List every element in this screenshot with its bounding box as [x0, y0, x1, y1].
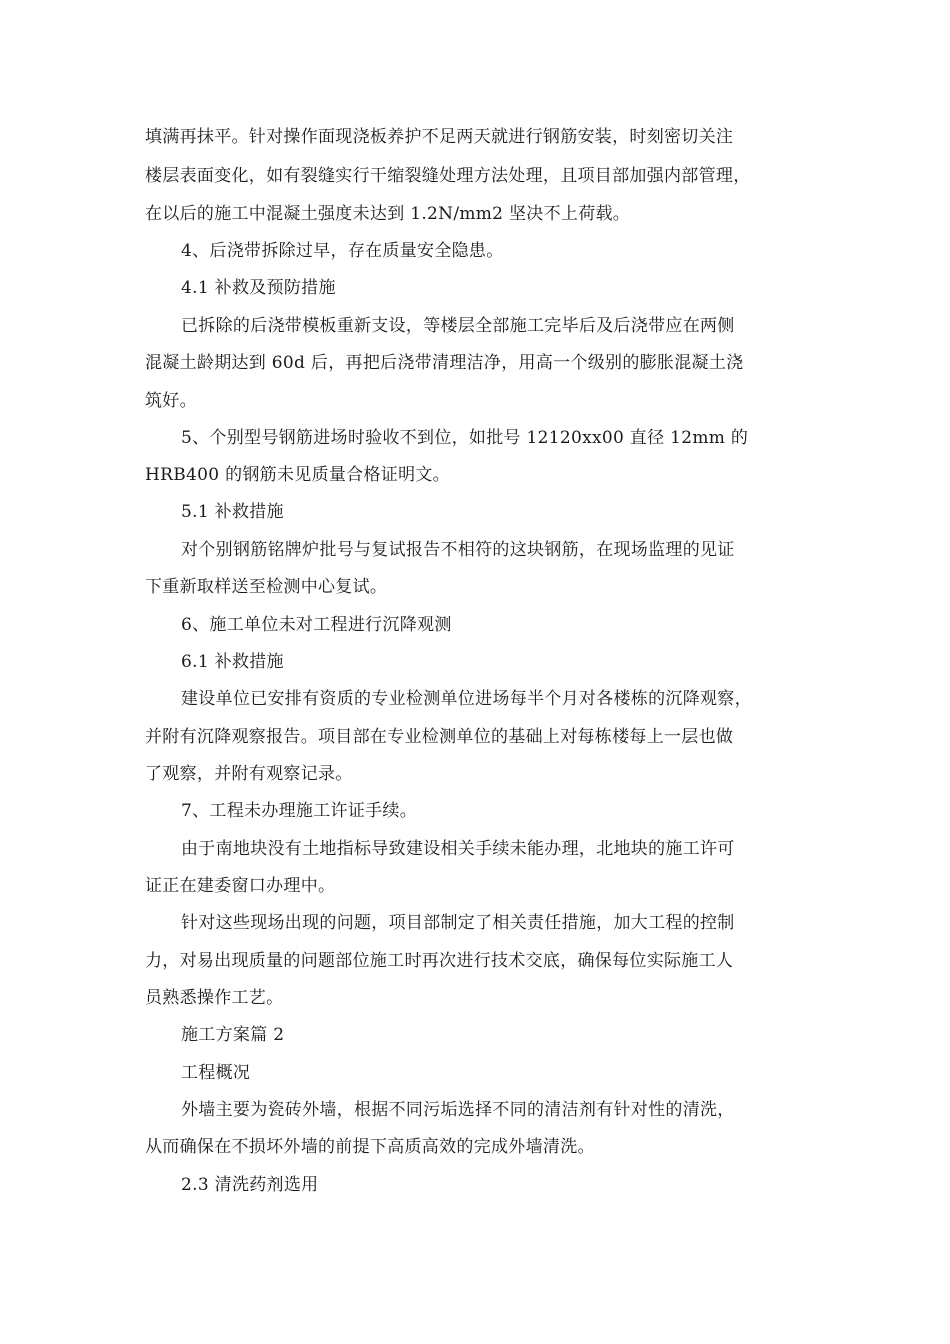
text-line: 楼层表面变化，如有裂缝实行干缩裂缝处理方法处理，且项目部加强内部管理，: [145, 166, 751, 186]
subheading-5-1: 5.1 补救措施: [181, 502, 284, 522]
subheading-2-3: 2.3 清洗药剂选用: [181, 1175, 319, 1195]
text-line: 已拆除的后浇带模板重新支设，等楼层全部施工完毕后及后浇带应在两侧: [181, 316, 735, 336]
text-line: 在以后的施工中混凝土强度未达到 1.2N/mm2 坚决不上荷载。: [145, 204, 631, 224]
text-line: 外墙主要为瓷砖外墙，根据不同污垢选择不同的清洁剂有针对性的清洗，: [181, 1100, 735, 1120]
text-line: 员熟悉操作工艺。: [145, 988, 284, 1008]
text-line: 对个别钢筋铭牌炉批号与复试报告不相符的这块钢筋，在现场监理的见证: [181, 540, 735, 560]
text-line: 填满再抹平。针对操作面现浇板养护不足两天就进行钢筋安装，时刻密切关注: [145, 127, 734, 147]
subsection-title: 工程概况: [181, 1063, 251, 1083]
heading-item-5: 5、个别型号钢筋进场时验收不到位，如批号 12120xx00 直径 12mm 的: [181, 428, 749, 448]
section-title: 施工方案篇 2: [181, 1025, 285, 1045]
text-line: HRB400 的钢筋未见质量合格证明文。: [145, 465, 450, 485]
heading-item-7: 7、工程未办理施工许证手续。: [181, 801, 418, 821]
subheading-4-1: 4.1 补救及预防措施: [181, 278, 336, 298]
heading-item-4: 4、后浇带拆除过早，存在质量安全隐患。: [181, 241, 504, 261]
text-line: 证正在建委窗口办理中。: [145, 876, 336, 896]
heading-item-6: 6、施工单位未对工程进行沉降观测: [181, 615, 452, 635]
text-line: 建设单位已安排有资质的专业检测单位进场每半个月对各楼栋的沉降观察，: [181, 689, 752, 709]
text-line: 下重新取样送至检测中心复试。: [145, 577, 388, 597]
text-line: 筑好。: [145, 391, 197, 411]
text-line: 针对这些现场出现的问题，项目部制定了相关责任措施，加大工程的控制: [181, 913, 735, 933]
text-line: 并附有沉降观察报告。项目部在专业检测单位的基础上对每栋楼每上一层也做: [145, 727, 734, 747]
subheading-6-1: 6.1 补救措施: [181, 652, 284, 672]
text-line: 力，对易出现质量的问题部位施工时再次进行技术交底，确保每位实际施工人: [145, 951, 734, 971]
text-line: 了观察，并附有观察记录。: [145, 764, 353, 784]
text-line: 从而确保在不损坏外墙的前提下高质高效的完成外墙清洗。: [145, 1137, 595, 1157]
text-line: 混凝土龄期达到 60d 后，再把后浇带清理洁净，用高一个级别的膨胀混凝土浇: [145, 353, 744, 373]
text-line: 由于南地块没有土地指标导致建设相关手续未能办理，北地块的施工许可: [181, 839, 735, 859]
